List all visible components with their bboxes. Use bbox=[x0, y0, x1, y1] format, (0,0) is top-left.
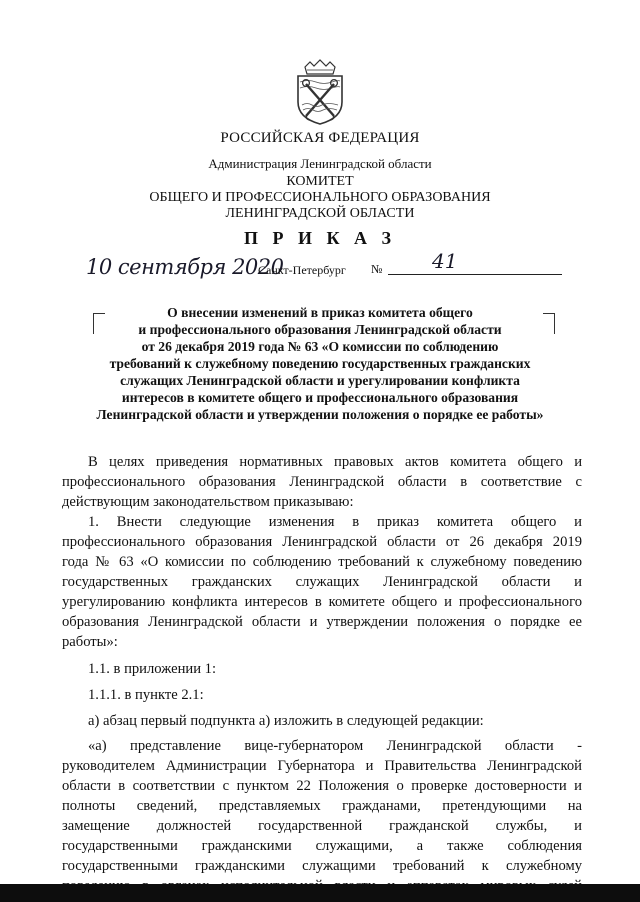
body-line: руководителем Администрации Губернатора и Правительства Ленинградской bbox=[62, 758, 582, 774]
body-line: 1. Внести следующие изменения в приказ комитета общего и bbox=[88, 514, 582, 530]
committee-heading-line1: КОМИТЕТ bbox=[286, 174, 354, 189]
body-line: года № 63 «О комиссии по соблюдению требований к служебному поведению bbox=[62, 554, 582, 570]
title-line: Ленинградской области и утверждении положения о порядке ее работы» bbox=[96, 407, 544, 422]
handwritten-date: 10 сентября 2020 bbox=[86, 255, 284, 279]
title-line: О внесении изменений в приказ комитета общего bbox=[167, 305, 473, 320]
city-label: Санкт-Петербург bbox=[258, 263, 346, 277]
title-line: от 26 декабря 2019 года № 63 «О комиссии по соблюдению bbox=[141, 339, 499, 354]
body-line: государственными гражданскими служащими, а также соблюдения bbox=[62, 838, 582, 854]
body-line: «а) представление вице-губернатором Ленинградской области - bbox=[88, 738, 582, 754]
body-line: профессионального образования Ленинградской области в соответствие с bbox=[62, 474, 582, 490]
administration-heading: Администрация Ленинградской области bbox=[208, 156, 432, 171]
body-line: профессионального образования Ленинградской области от 26 декабря 2019 bbox=[62, 534, 582, 550]
body-line: а) абзац первый подпункта а) изложить в следующей редакции: bbox=[88, 713, 484, 729]
body-line: работы»: bbox=[62, 634, 118, 650]
body-line: государственными гражданскими служащими требований к служебному bbox=[62, 858, 582, 874]
document-type-heading: П Р И К А З bbox=[243, 228, 397, 248]
title-line: требований к служебному поведению государственных гражданских bbox=[109, 356, 531, 371]
scan-edge-bar bbox=[0, 884, 640, 902]
number-underline bbox=[388, 274, 562, 275]
body-line: урегулированию конфликта интересов в комитете общего и профессионального bbox=[62, 594, 582, 610]
committee-heading-line2: ОБЩЕГО И ПРОФЕССИОНАЛЬНОГО ОБРАЗОВАНИЯ bbox=[149, 190, 491, 205]
country-heading: РОССИЙСКАЯ ФЕДЕРАЦИЯ bbox=[220, 130, 420, 146]
title-line: служащих Ленинградской области и урегулировании конфликта bbox=[120, 373, 520, 388]
body-line: действующим законодательством приказываю: bbox=[62, 494, 354, 510]
body-line: 1.1.1. в пункте 2.1: bbox=[88, 687, 204, 703]
body-line: В целях приведения нормативных правовых актов комитета общего и bbox=[88, 454, 582, 470]
body-line: государственных гражданских служащих Ленинградской области и bbox=[62, 574, 582, 590]
title-line: и профессионального образования Ленинградской области bbox=[138, 322, 502, 337]
body-line: полноты сведений, представляемых гражданами, претендующими на bbox=[62, 798, 582, 814]
body-line: замещение должностей государственной гражданской службы, и bbox=[62, 818, 582, 834]
handwritten-number: 41 bbox=[432, 249, 458, 273]
body-line: области в соответствии с пунктом 22 Положения о проверке достоверности и bbox=[62, 778, 582, 794]
body-line: образования Ленинградской области и утверждении положения о порядке ее bbox=[62, 614, 582, 630]
body-line: 1.1. в приложении 1: bbox=[88, 661, 217, 677]
committee-heading-line3: ЛЕНИНГРАДСКОЙ ОБЛАСТИ bbox=[225, 206, 415, 221]
coat-of-arms-icon bbox=[292, 58, 348, 126]
number-label: № bbox=[371, 262, 383, 276]
title-line: интересов в комитете общего и профессионального образования bbox=[121, 390, 519, 405]
